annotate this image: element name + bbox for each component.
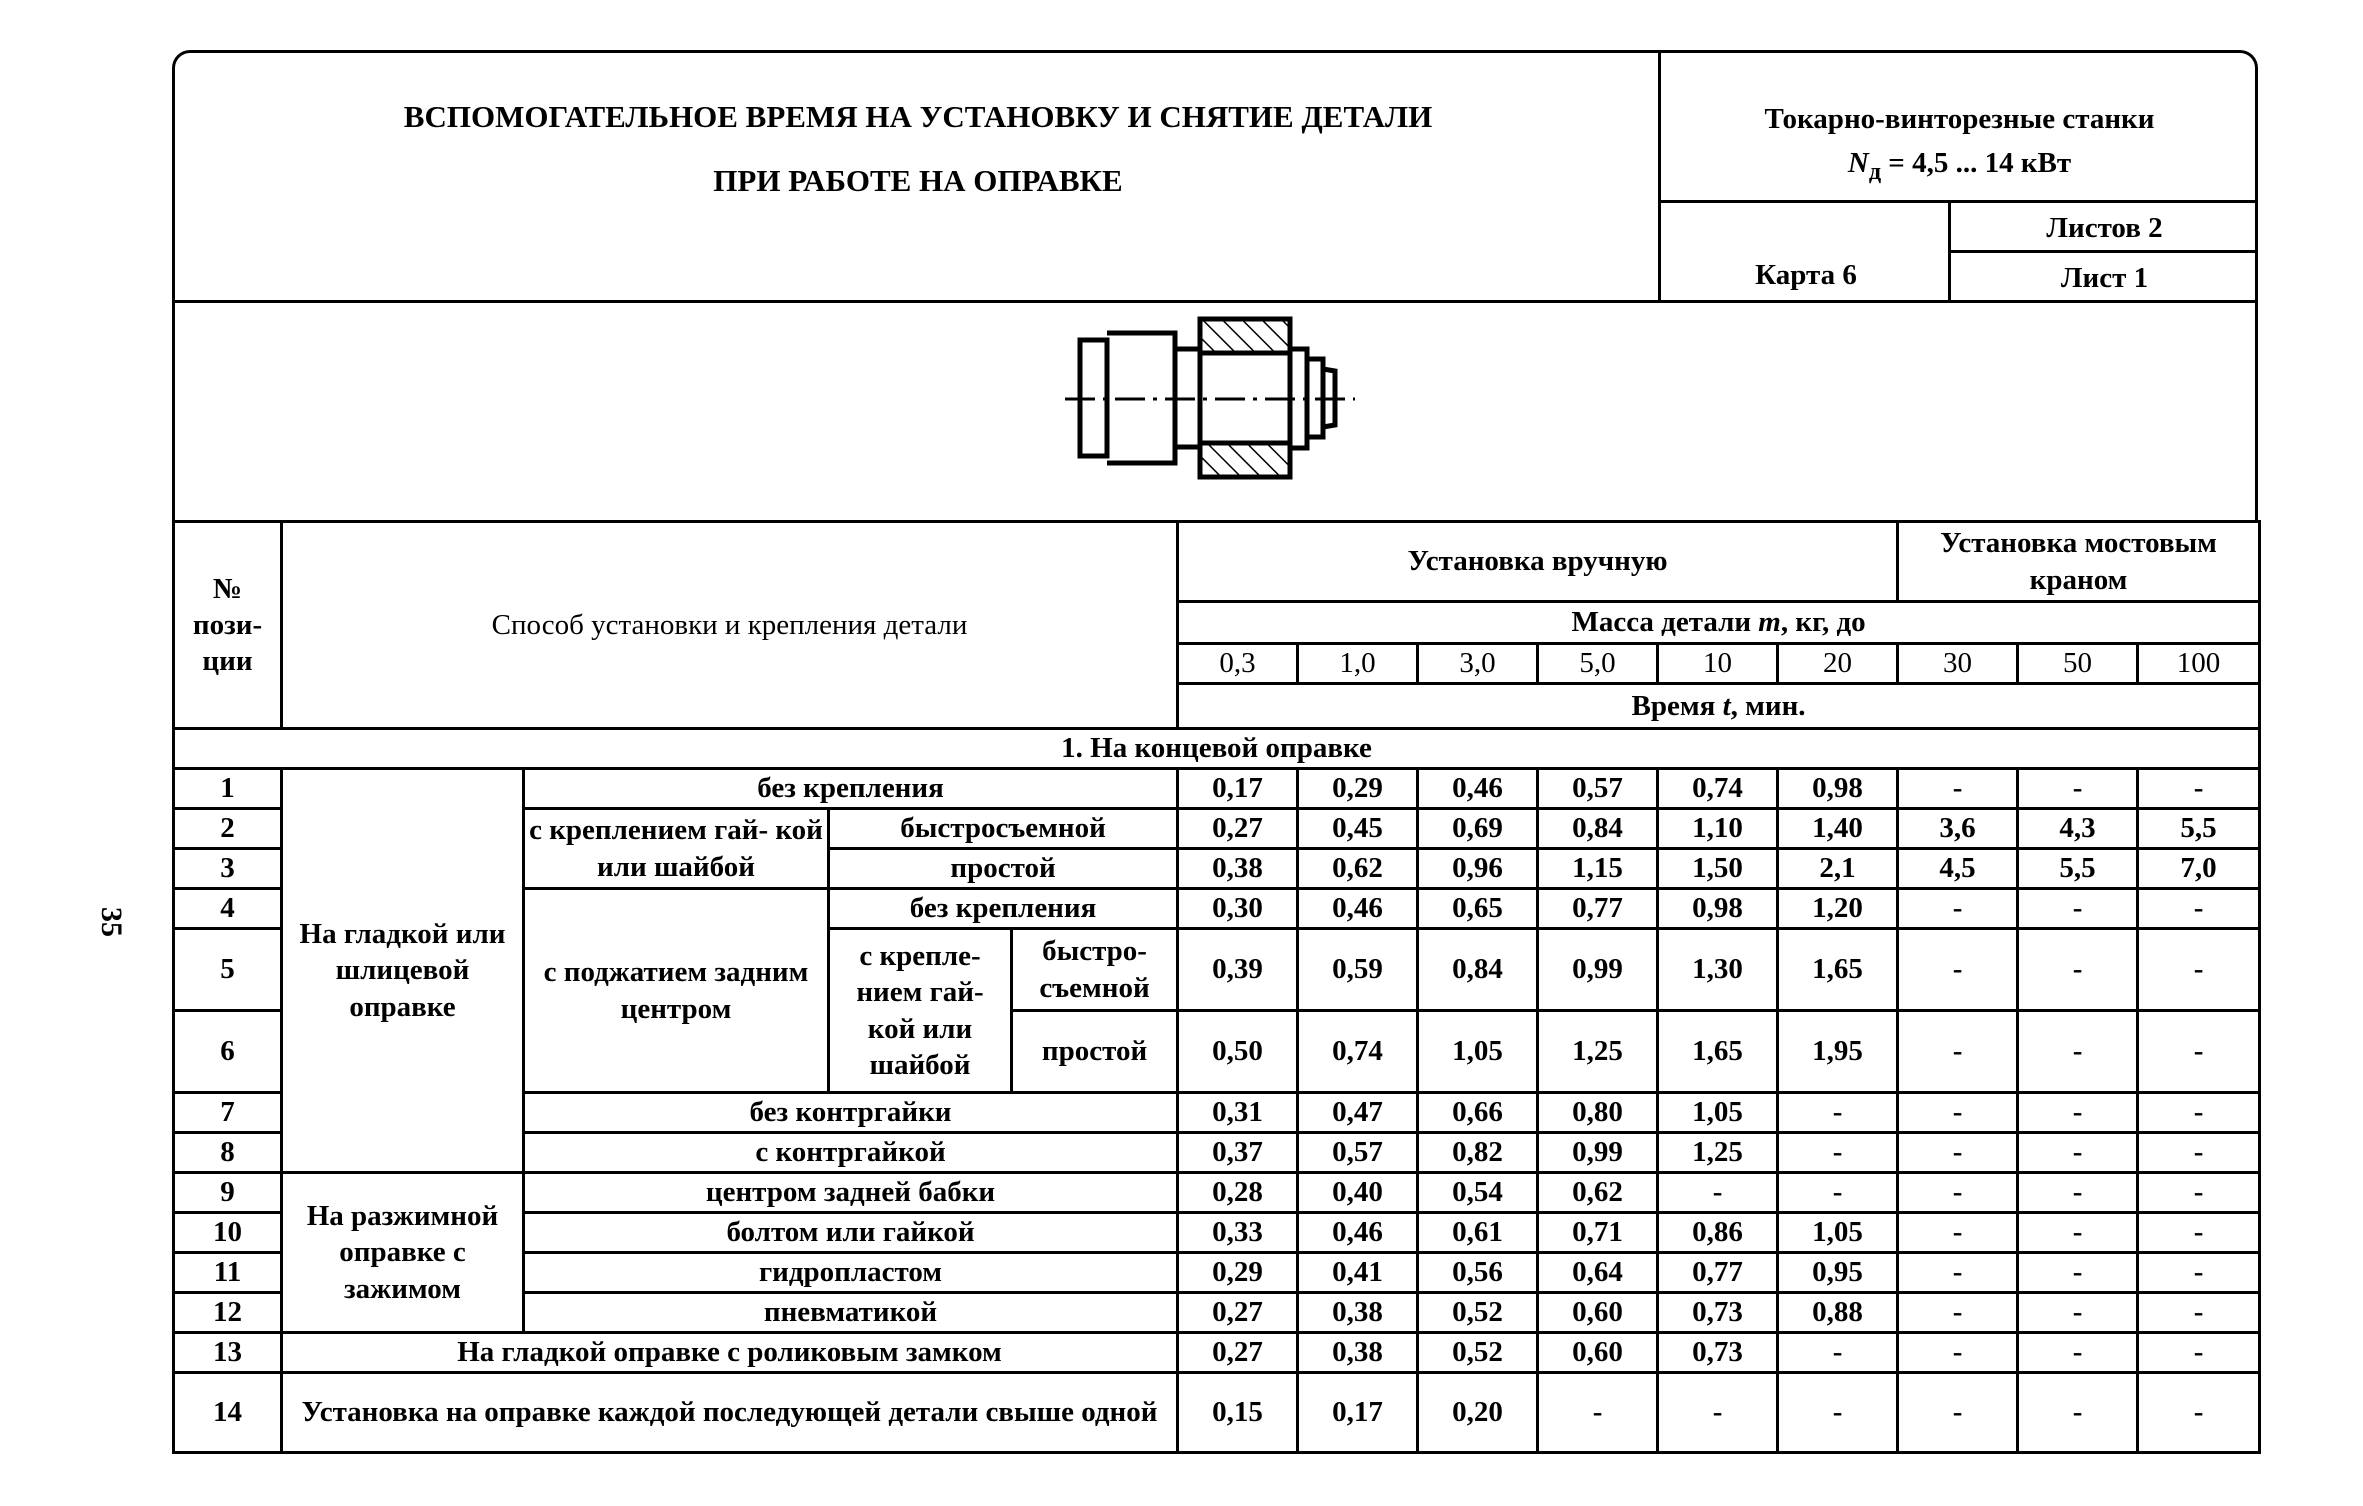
cell-value: 0,27 xyxy=(1178,809,1298,849)
method-label: с контргайкой xyxy=(524,1133,1178,1173)
cell-value: - xyxy=(2018,1011,2138,1093)
method-label: болтом или гайкой xyxy=(524,1213,1178,1253)
position-number: 4 xyxy=(174,889,282,929)
group-header-manual: Установка вручную xyxy=(1178,522,1898,602)
time-label-pre: Время xyxy=(1631,689,1723,722)
position-number: 6 xyxy=(174,1011,282,1093)
cell-value: 0,62 xyxy=(1538,1173,1658,1213)
cell-value: - xyxy=(1658,1173,1778,1213)
cell-value: - xyxy=(2138,769,2260,809)
cell-value: - xyxy=(2138,1373,2260,1453)
machine-power xyxy=(1661,147,2258,186)
position-number: 8 xyxy=(174,1133,282,1173)
cell-value: 0,29 xyxy=(1178,1253,1298,1293)
page-number: 35 xyxy=(95,907,128,937)
mass-value: 100 xyxy=(2138,644,2260,684)
cell-value: 1,25 xyxy=(1658,1133,1778,1173)
cell-value: 7,0 xyxy=(2138,849,2260,889)
cell-value: 4,3 xyxy=(2018,809,2138,849)
figure-cell xyxy=(172,300,2258,520)
mandrel-drawing xyxy=(175,303,2255,520)
cell-value: 0,71 xyxy=(1538,1213,1658,1253)
method-label: с поджатием задним центром xyxy=(524,889,829,1093)
method-label: На гладкой оправке с роликовым замком xyxy=(282,1333,1178,1373)
position-number: 14 xyxy=(174,1373,282,1453)
method-label: центром задней бабки xyxy=(524,1173,1178,1213)
method-label: без контргайки xyxy=(524,1093,1178,1133)
cell-value: - xyxy=(2138,929,2260,1011)
cell-value: 0,59 xyxy=(1298,929,1418,1011)
cell-value: - xyxy=(1898,929,2018,1011)
cell-value: - xyxy=(1778,1173,1898,1213)
cell-value: - xyxy=(1778,1093,1898,1133)
cell-value: 1,25 xyxy=(1538,1011,1658,1093)
cell-value: 0,45 xyxy=(1298,809,1418,849)
cell-value: 0,15 xyxy=(1178,1373,1298,1453)
card-number-cell xyxy=(1661,203,1951,303)
cell-value: - xyxy=(2018,929,2138,1011)
cell-value: 3,6 xyxy=(1898,809,2018,849)
cell-value: - xyxy=(2138,1133,2260,1173)
cell-value: 4,5 xyxy=(1898,849,2018,889)
cell-value: 0,31 xyxy=(1178,1093,1298,1133)
cell-value: 1,65 xyxy=(1658,1011,1778,1093)
cell-value: 1,15 xyxy=(1538,849,1658,889)
mass-value: 0,3 xyxy=(1178,644,1298,684)
group-header-crane: Установка мостовым краном xyxy=(1898,522,2260,602)
cell-value: 0,96 xyxy=(1418,849,1538,889)
mass-value: 30 xyxy=(1898,644,2018,684)
time-symbol: t xyxy=(1722,689,1731,722)
method-sublabel: быстросъемной xyxy=(829,809,1178,849)
cell-value: 0,69 xyxy=(1418,809,1538,849)
method-label: с креплением гай- кой или шайбой xyxy=(524,809,829,889)
cell-value: - xyxy=(1778,1133,1898,1173)
method-label: пневматикой xyxy=(524,1293,1178,1333)
cell-value: 0,66 xyxy=(1418,1093,1538,1133)
cell-value: 5,5 xyxy=(2018,849,2138,889)
cell-value: 0,38 xyxy=(1298,1293,1418,1333)
mass-value: 5,0 xyxy=(1538,644,1658,684)
mass-value: 3,0 xyxy=(1418,644,1538,684)
mass-label-pre: Масса детали xyxy=(1571,606,1759,639)
mass-value: 10 xyxy=(1658,644,1778,684)
time-header xyxy=(1178,684,2260,729)
cell-value: 0,27 xyxy=(1178,1293,1298,1333)
machine-type: Токарно-винторезные станки xyxy=(1764,103,2155,135)
part-bottom-section xyxy=(1200,443,1290,477)
cell-value: 0,62 xyxy=(1298,849,1418,889)
position-number: 9 xyxy=(174,1173,282,1213)
header-block xyxy=(172,50,2258,300)
cell-value: 0,37 xyxy=(1178,1133,1298,1173)
cell-value: 1,30 xyxy=(1658,929,1778,1011)
position-number: 5 xyxy=(174,929,282,1011)
method-label: Установка на оправке каждой последующей детали свыше одной xyxy=(282,1373,1178,1453)
cell-value: 0,56 xyxy=(1418,1253,1538,1293)
cell-value: - xyxy=(2018,769,2138,809)
cell-value: - xyxy=(1658,1373,1778,1453)
cell-value: 0,73 xyxy=(1658,1293,1778,1333)
method-sublabel: простой xyxy=(1012,1011,1178,1093)
cell-value: 0,33 xyxy=(1178,1213,1298,1253)
cell-value: 0,41 xyxy=(1298,1253,1418,1293)
cell-value: 0,54 xyxy=(1418,1173,1538,1213)
cell-value: 1,95 xyxy=(1778,1011,1898,1093)
cell-value: 0,39 xyxy=(1178,929,1298,1011)
group-label: На гладкой или шлицевой оправке xyxy=(282,769,524,1173)
cell-value: - xyxy=(2018,1173,2138,1213)
cell-value: 0,52 xyxy=(1418,1333,1538,1373)
cell-value: 0,64 xyxy=(1538,1253,1658,1293)
mass-label-post: , кг, до xyxy=(1780,606,1866,639)
cell-value: - xyxy=(2018,1333,2138,1373)
cell-value: 0,50 xyxy=(1178,1011,1298,1093)
cell-value: 0,38 xyxy=(1298,1333,1418,1373)
card-number: Карта 6 xyxy=(1755,259,1857,291)
section-title: 1. На концевой оправке xyxy=(174,729,2260,769)
power-symbol: N xyxy=(1847,147,1869,179)
cell-value: - xyxy=(1898,1011,2018,1093)
cell-value: 0,57 xyxy=(1298,1133,1418,1173)
cell-value: 0,82 xyxy=(1418,1133,1538,1173)
method-sublabel: быстро- съемной xyxy=(1012,929,1178,1011)
sheets-total: Листов 2 xyxy=(1951,203,2258,253)
cell-value: 0,40 xyxy=(1298,1173,1418,1213)
cell-value: 5,5 xyxy=(2138,809,2260,849)
page-title-line1: ВСПОМОГАТЕЛЬНОЕ ВРЕМЯ НА УСТАНОВКУ И СНЯТИЕ ДЕТАЛИ xyxy=(403,99,1433,134)
cell-value: 0,73 xyxy=(1658,1333,1778,1373)
cell-value: 0,29 xyxy=(1298,769,1418,809)
position-number: 11 xyxy=(174,1253,282,1293)
cell-value: 0,77 xyxy=(1658,1253,1778,1293)
cell-value: - xyxy=(1898,1253,2018,1293)
cell-value: 0,99 xyxy=(1538,1133,1658,1173)
cell-value: 0,17 xyxy=(1178,769,1298,809)
cell-value: - xyxy=(2018,1373,2138,1453)
position-number: 3 xyxy=(174,849,282,889)
cell-value: 1,10 xyxy=(1658,809,1778,849)
cell-value: - xyxy=(1898,1093,2018,1133)
cell-value: 1,50 xyxy=(1658,849,1778,889)
cell-value: - xyxy=(1898,1173,2018,1213)
cell-value: 0,84 xyxy=(1538,809,1658,849)
mass-value: 1,0 xyxy=(1298,644,1418,684)
cell-value: 1,40 xyxy=(1778,809,1898,849)
cell-value: - xyxy=(2018,1213,2138,1253)
cell-value: 0,46 xyxy=(1298,889,1418,929)
method-label: без крепления xyxy=(524,769,1178,809)
cell-value: - xyxy=(2018,1133,2138,1173)
time-label-post: , мин. xyxy=(1730,689,1806,722)
cell-value: - xyxy=(2138,1293,2260,1333)
cell-value: 1,65 xyxy=(1778,929,1898,1011)
position-number: 7 xyxy=(174,1093,282,1133)
col-header-method: Способ установки и крепления детали xyxy=(282,522,1178,729)
part-top-section xyxy=(1200,319,1290,353)
machine-cell xyxy=(1661,53,2258,203)
cell-value: - xyxy=(1898,1373,2018,1453)
cell-value: - xyxy=(1898,1333,2018,1373)
power-value: = 4,5 ... 14 кВт xyxy=(1881,147,2072,179)
power-subscript: д xyxy=(1868,157,1882,185)
cell-value: - xyxy=(1898,769,2018,809)
title-cell xyxy=(175,53,1661,303)
cell-value: - xyxy=(2018,1293,2138,1333)
cell-value: 0,74 xyxy=(1658,769,1778,809)
cell-value: - xyxy=(2138,1011,2260,1093)
time-table xyxy=(172,520,2261,1454)
cell-value: 0,60 xyxy=(1538,1333,1658,1373)
method-label: гидропластом xyxy=(524,1253,1178,1293)
cell-value: 2,1 xyxy=(1778,849,1898,889)
cell-value: - xyxy=(2018,1093,2138,1133)
cell-value: 0,77 xyxy=(1538,889,1658,929)
col-header-position: № пози- ции xyxy=(174,522,282,729)
cell-value: 0,47 xyxy=(1298,1093,1418,1133)
card-frame xyxy=(172,50,2258,1470)
cell-value: 0,86 xyxy=(1658,1213,1778,1253)
cell-value: 0,20 xyxy=(1418,1373,1538,1453)
cell-value: 0,98 xyxy=(1658,889,1778,929)
cell-value: 0,28 xyxy=(1178,1173,1298,1213)
cell-value: - xyxy=(1898,1213,2018,1253)
cell-value: - xyxy=(1778,1333,1898,1373)
cell-value: - xyxy=(2018,1253,2138,1293)
cell-value: - xyxy=(2138,889,2260,929)
mass-value: 20 xyxy=(1778,644,1898,684)
cell-value: 0,46 xyxy=(1298,1213,1418,1253)
cell-value: 0,80 xyxy=(1538,1093,1658,1133)
cell-value: - xyxy=(1538,1373,1658,1453)
cell-value: - xyxy=(1898,1133,2018,1173)
group-label: На разжимной оправке с зажимом xyxy=(282,1173,524,1333)
mass-header xyxy=(1178,602,2260,644)
page-title-line2: ПРИ РАБОТЕ НА ОПРАВКЕ xyxy=(713,163,1123,198)
cell-value: 0,27 xyxy=(1178,1333,1298,1373)
cell-value: - xyxy=(2138,1213,2260,1253)
cell-value: 0,84 xyxy=(1418,929,1538,1011)
cell-value: 1,05 xyxy=(1418,1011,1538,1093)
cell-value: - xyxy=(1898,889,2018,929)
cell-value: 0,61 xyxy=(1418,1213,1538,1253)
cell-value: 1,05 xyxy=(1778,1213,1898,1253)
cell-value: 1,20 xyxy=(1778,889,1898,929)
cell-value: 0,98 xyxy=(1778,769,1898,809)
position-number: 1 xyxy=(174,769,282,809)
cell-value: 0,60 xyxy=(1538,1293,1658,1333)
position-number: 10 xyxy=(174,1213,282,1253)
cell-value: - xyxy=(1778,1373,1898,1453)
method-sublabel: без крепления xyxy=(829,889,1178,929)
mass-symbol: m xyxy=(1758,606,1781,639)
cell-value: 0,38 xyxy=(1178,849,1298,889)
mass-value: 50 xyxy=(2018,644,2138,684)
method-sublabel: простой xyxy=(829,849,1178,889)
position-number: 13 xyxy=(174,1333,282,1373)
cell-value: 0,57 xyxy=(1538,769,1658,809)
cell-value: - xyxy=(2138,1093,2260,1133)
cell-value: 0,88 xyxy=(1778,1293,1898,1333)
cell-value: 0,65 xyxy=(1418,889,1538,929)
cell-value: 0,46 xyxy=(1418,769,1538,809)
position-number: 12 xyxy=(174,1293,282,1333)
cell-value: 0,99 xyxy=(1538,929,1658,1011)
cell-value: - xyxy=(2138,1173,2260,1213)
cell-value: 1,05 xyxy=(1658,1093,1778,1133)
method-sublabel: с крепле- нием гай- кой или шайбой xyxy=(829,929,1012,1093)
cell-value: - xyxy=(2138,1333,2260,1373)
cell-value: - xyxy=(2018,889,2138,929)
cell-value: 0,95 xyxy=(1778,1253,1898,1293)
sheet-number: Лист 1 xyxy=(2060,262,2149,294)
cell-value: - xyxy=(2138,1253,2260,1293)
cell-value: - xyxy=(1898,1293,2018,1333)
cell-value: 0,30 xyxy=(1178,889,1298,929)
cell-value: 0,52 xyxy=(1418,1293,1538,1333)
cell-value: 0,74 xyxy=(1298,1011,1418,1093)
position-number: 2 xyxy=(174,809,282,849)
cell-value: 0,17 xyxy=(1298,1373,1418,1453)
